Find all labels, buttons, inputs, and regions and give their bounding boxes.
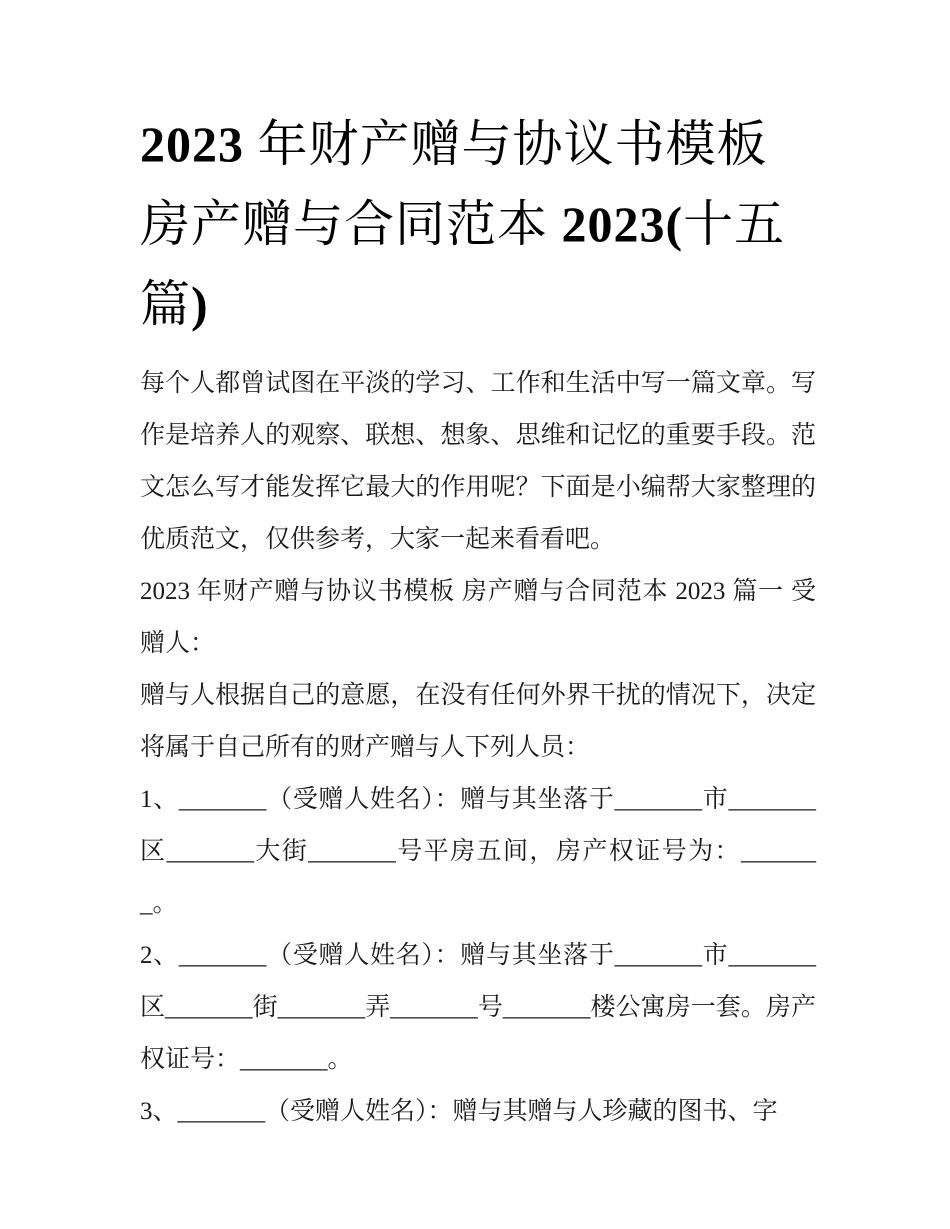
title-text-segment: 房产赠与合同范本	[140, 196, 562, 252]
section-heading-paragraph: 2023 年财产赠与协议书模板 房产赠与合同范本 2023 篇一 受赠人：	[140, 578, 816, 657]
title-line-2	[140, 184, 816, 264]
recipient-item-3: 3、_______（受赠人姓名）：赠与其赠与人珍藏的图书、字	[140, 1098, 778, 1125]
document-title	[140, 104, 816, 344]
title-year-number: 2023	[140, 116, 244, 172]
intro-paragraph: 每个人都曾试图在平淡的学习、工作和生活中写一篇文章。写作是培养人的观察、联想、想象、思维和记忆的重要手段。范文怎么写才能发挥它最大的作用呢？下面是小编帮大家整理的优质范文，仅供参考，大家一起来看看吧。	[140, 370, 816, 553]
title-text-segment: 篇	[140, 276, 191, 332]
title-paren: )	[191, 276, 209, 332]
title-line-1	[140, 104, 816, 184]
document-body	[140, 358, 816, 1138]
donor-intent-paragraph: 赠与人根据自己的意愿，在没有任何外界干扰的情况下，决定将属于自己所有的财产赠与人下列人员：	[140, 682, 816, 761]
title-line-3	[140, 264, 816, 344]
recipient-item-1: 1、_______（受赠人姓名）：赠与其坐落于_______市_______区_______大街_______号平房五间，房产权证号为：_______。	[140, 786, 816, 917]
recipient-item-2: 2、_______（受赠人姓名）：赠与其坐落于_______市_______区_______街_______弄_______号_______楼公寓房一套。房产权证号：_______。	[140, 942, 816, 1073]
title-year-number: 2023(	[561, 196, 684, 252]
title-text-segment: 年财产赠与协议书模板	[244, 116, 768, 172]
title-text-segment: 十五	[683, 196, 786, 252]
